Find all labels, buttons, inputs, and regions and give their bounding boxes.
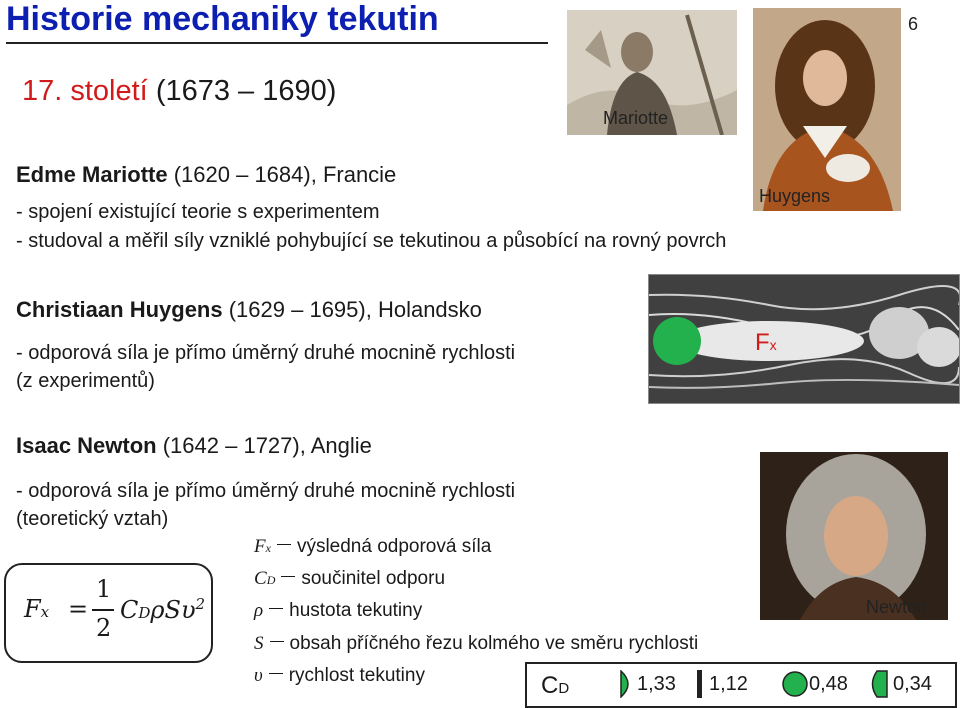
flow-force-label bbox=[755, 329, 777, 357]
century-ordinal: 17. století bbox=[22, 75, 148, 107]
legend-text: hustota tekutiny bbox=[289, 600, 423, 621]
legend-symbol: ρ bbox=[254, 600, 264, 621]
mariotte-bullet-2: - studoval a měřil síly vzniklé pohybující se tekutinou a působící na rovný povrch bbox=[16, 230, 727, 252]
bullet-shape-icon bbox=[867, 670, 891, 698]
legend-dash bbox=[269, 608, 283, 610]
legend-row bbox=[254, 665, 425, 687]
cd-label-sub: D bbox=[558, 680, 570, 697]
formula-c-symbol: C bbox=[120, 596, 139, 624]
legend-row bbox=[254, 633, 698, 655]
newton-name: Isaac Newton bbox=[16, 433, 157, 458]
formula-c-sub: D bbox=[138, 604, 151, 622]
formula-rhs bbox=[120, 595, 205, 624]
cd-value-3: 0,48 bbox=[809, 673, 848, 695]
newton-portrait bbox=[760, 452, 948, 620]
legend-text: součinitel odporu bbox=[301, 568, 446, 589]
legend-text: výsledná odporová síla bbox=[296, 536, 492, 557]
formula-tail: ρSυ bbox=[150, 596, 196, 624]
formula-equals: = bbox=[68, 595, 89, 623]
legend-symbol: S bbox=[254, 633, 264, 654]
drag-coefficient-table bbox=[525, 662, 957, 708]
legend-symbol-sub: x bbox=[265, 541, 271, 555]
legend-dash bbox=[281, 576, 295, 578]
mariotte-dates: (1620 – 1684), Francie bbox=[173, 162, 397, 187]
legend-row bbox=[254, 568, 445, 590]
cd-value-2: 1,12 bbox=[709, 673, 748, 695]
mariotte-heading bbox=[16, 162, 396, 188]
formula-denominator: 2 bbox=[96, 614, 112, 642]
huygens-bullet-2: (z experimentů) bbox=[16, 370, 155, 392]
newton-bullet-1: - odporová síla je přímo úměrný druhé mocnině rychlosti bbox=[16, 480, 516, 502]
newton-heading bbox=[16, 433, 372, 459]
huygens-portrait bbox=[753, 8, 901, 211]
century-range: (1673 – 1690) bbox=[155, 75, 337, 107]
mariotte-name: Edme Mariotte bbox=[16, 162, 168, 187]
flow-force-symbol: F bbox=[755, 329, 770, 356]
legend-dash bbox=[277, 544, 291, 546]
huygens-name: Christiaan Huygens bbox=[16, 297, 223, 322]
half-disc-shape-icon bbox=[615, 670, 635, 698]
cd-label bbox=[541, 672, 569, 700]
legend-text: obsah příčného řezu kolmého ve směru rychlosti bbox=[289, 633, 699, 654]
formula-power: 2 bbox=[195, 595, 206, 613]
mariotte-bullet-1: - spojení existující teorie s experimentem bbox=[16, 201, 380, 223]
title-underline bbox=[6, 42, 548, 44]
page-title: Historie mechaniky tekutin bbox=[6, 0, 439, 38]
legend-symbol: F bbox=[254, 536, 266, 557]
huygens-bullet-1: - odporová síla je přímo úměrný druhé mocnině rychlosti bbox=[16, 342, 516, 364]
page-number: 6 bbox=[908, 14, 919, 34]
huygens-caption: Huygens bbox=[759, 186, 831, 206]
legend-symbol-sub: D bbox=[266, 573, 276, 587]
newton-dates: (1642 – 1727), Anglie bbox=[162, 433, 372, 458]
flow-wake-image bbox=[648, 274, 960, 404]
century-heading bbox=[22, 75, 336, 108]
mariotte-portrait bbox=[567, 10, 737, 135]
legend-dash bbox=[270, 641, 284, 643]
newton-caption: Newton bbox=[866, 597, 928, 617]
legend-text: rychlost tekutiny bbox=[288, 665, 425, 686]
flow-force-sub: x bbox=[769, 337, 777, 353]
formula-lhs bbox=[24, 595, 49, 623]
cd-value-4: 0,34 bbox=[893, 673, 932, 695]
huygens-heading bbox=[16, 297, 482, 323]
legend-symbol: C bbox=[254, 568, 267, 589]
formula-lhs-symbol: F bbox=[24, 595, 41, 623]
legend-row bbox=[254, 600, 422, 622]
cd-label-symbol: C bbox=[541, 672, 559, 699]
legend-dash bbox=[269, 673, 283, 675]
formula-lhs-sub: x bbox=[40, 603, 50, 621]
formula-numerator: 1 bbox=[96, 575, 112, 603]
huygens-dates: (1629 – 1695), Holandsko bbox=[228, 297, 482, 322]
newton-bullet-2: (teoretický vztah) bbox=[16, 508, 169, 530]
flat-plate-shape-icon bbox=[695, 670, 705, 698]
formula-fraction-bar bbox=[92, 609, 114, 611]
mariotte-caption: Mariotte bbox=[603, 108, 669, 128]
sphere-shape-icon bbox=[781, 670, 809, 698]
drag-formula bbox=[4, 563, 213, 663]
legend-symbol: υ bbox=[254, 665, 263, 686]
legend-row bbox=[254, 536, 491, 558]
cd-value-1: 1,33 bbox=[637, 673, 676, 695]
